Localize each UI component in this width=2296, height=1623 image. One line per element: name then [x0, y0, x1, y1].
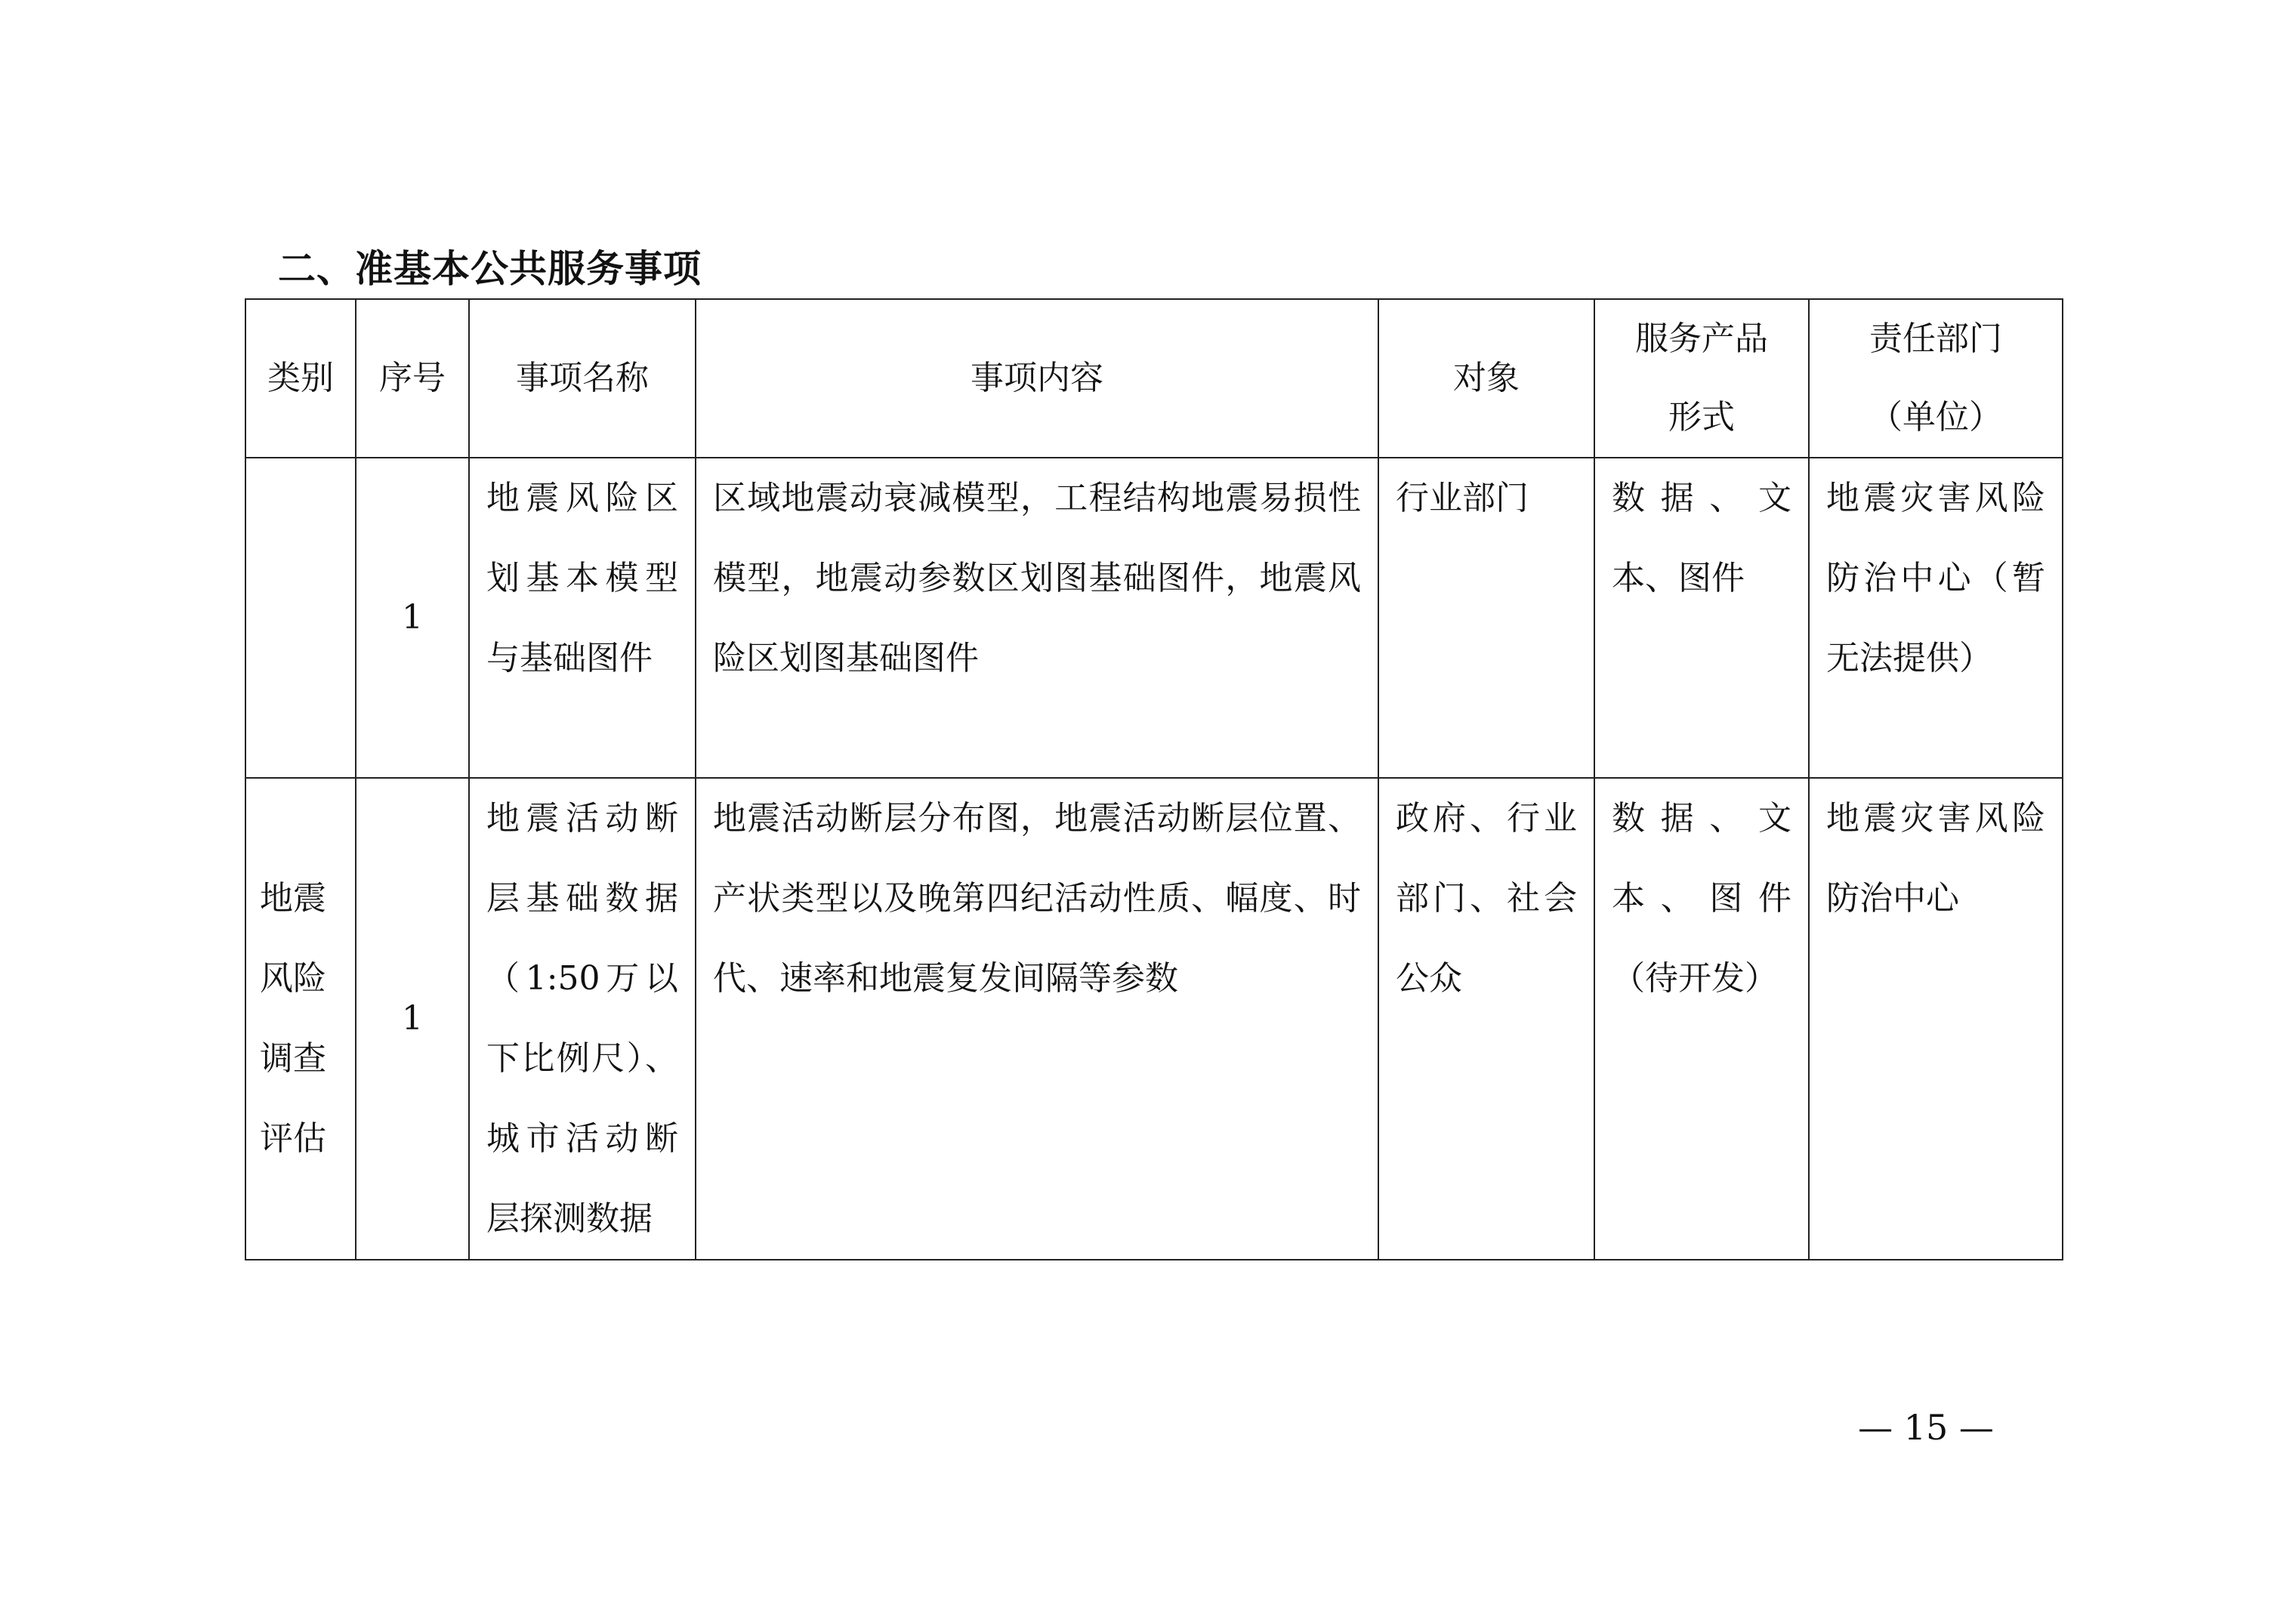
- header-department: [1809, 299, 2063, 458]
- header-number: 序号: [356, 299, 469, 458]
- target-cell: 政府、行业部门、社会公众: [1378, 778, 1594, 1260]
- product-form-cell: 数据、文本、图件: [1594, 458, 1809, 778]
- header-category: 类别: [245, 299, 356, 458]
- table-row: [245, 458, 2063, 778]
- table-row: [245, 778, 2063, 1260]
- department-cell: 地震灾害风险防治中心（暂无法提供）: [1809, 458, 2063, 778]
- item-name-cell: 地震活动断层基础数据（1:50万以下比例尺）、城市活动断层探测数据: [469, 778, 696, 1260]
- item-name-cell: 地震风险区划基本模型与基础图件: [469, 458, 696, 778]
- item-content-cell: 地震活动断层分布图，地震活动断层位置、产状类型以及晚第四纪活动性质、幅度、时代、速率和地震复发间隔等参数: [696, 778, 1378, 1260]
- header-department-line2: （单位）: [1869, 398, 2002, 437]
- header-target: 对象: [1378, 299, 1594, 458]
- target-cell: 行业部门: [1378, 458, 1594, 778]
- page-number: — 15 —: [1858, 1407, 1994, 1448]
- section-heading: 二、准基本公共服务事项: [278, 247, 702, 291]
- services-table: [245, 298, 2063, 1260]
- header-product-form-line2: 形式: [1668, 398, 1735, 437]
- header-product-form-line1: 服务产品: [1635, 319, 1768, 358]
- header-item-name: 事项名称: [469, 299, 696, 458]
- category-cell: 地震风险调查评估: [245, 778, 356, 1260]
- header-department-line1: 责任部门: [1869, 319, 2002, 358]
- department-cell: 地震灾害风险防治中心: [1809, 778, 2063, 1260]
- number-cell: 1: [356, 778, 469, 1260]
- item-content-cell: 区域地震动衰减模型，工程结构地震易损性模型，地震动参数区划图基础图件，地震风险区划图基础图件: [696, 458, 1378, 778]
- number-cell: 1: [356, 458, 469, 778]
- header-item-content: 事项内容: [696, 299, 1378, 458]
- header-product-form: [1594, 299, 1809, 458]
- category-cell: [245, 458, 356, 778]
- product-form-cell: 数据、文本、图件（待开发）: [1594, 778, 1809, 1260]
- table-header-row: [245, 299, 2063, 458]
